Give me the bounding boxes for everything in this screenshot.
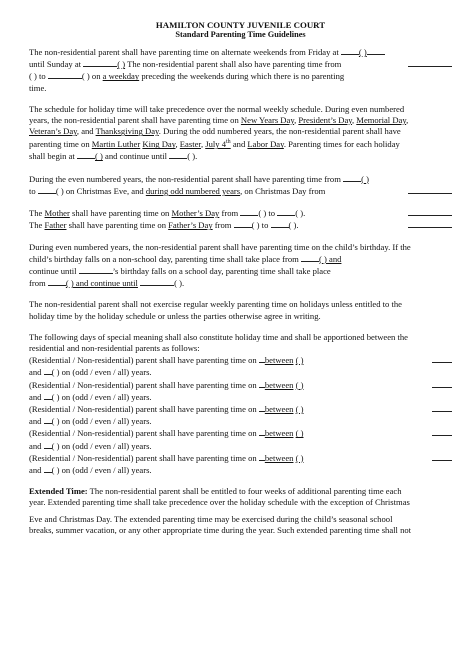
special-row-text: (Residential / Non-residential) parent shall have parenting time on xyxy=(29,403,257,414)
special-row-text: and xyxy=(29,464,42,475)
holiday-memorial: Memorial Day xyxy=(356,115,407,126)
weekday-field[interactable] xyxy=(408,58,452,67)
mothers-day-label: Mother’s Day xyxy=(171,208,220,219)
parents-text: ( ). xyxy=(288,220,299,231)
ampm-marker: ( ) xyxy=(361,173,369,184)
parents-text: from xyxy=(212,220,232,231)
weekend-text: ( ) on xyxy=(81,71,101,82)
special-between: between xyxy=(264,403,294,414)
mothers-day-from-field[interactable] xyxy=(240,207,258,216)
father-label: Father xyxy=(44,220,67,231)
holiday-july4 xyxy=(205,139,230,149)
birthday-text: ( ). xyxy=(174,278,185,289)
friday-time-field[interactable] xyxy=(341,46,359,55)
special-row-text: and xyxy=(29,440,42,451)
ampm-marker: ( ) xyxy=(295,452,304,463)
special-row-text: (Residential / Non-residential) parent shall have parenting time on xyxy=(29,452,257,463)
birthday-end-field[interactable] xyxy=(79,265,113,274)
birthday-text: continue until xyxy=(29,265,77,276)
special-text: The following days of special meaning shall also constitute holiday time and shall be apportioned between the xyxy=(29,331,408,342)
regular-note-paragraph xyxy=(29,299,452,321)
weekend-text: time. xyxy=(29,82,47,93)
weekend-text: ( ) to xyxy=(29,71,46,82)
holiday-text: ( ). xyxy=(187,151,198,162)
holiday-veterans: Veteran’s Day xyxy=(29,126,77,137)
holiday-text: years, the non-residential parent shall have parenting time on xyxy=(29,115,241,126)
mothers-day-extra-field[interactable] xyxy=(408,207,452,216)
special-text: residential and non-residential parents as follows: xyxy=(29,342,200,353)
special-days-section xyxy=(29,332,452,476)
weekend-text: The non-residential parent shall also have parenting time from xyxy=(125,59,342,70)
july4-sup: th xyxy=(226,139,231,146)
special-row-field[interactable] xyxy=(44,464,52,473)
holiday-text: and continue until xyxy=(102,151,168,162)
holiday-labor: Labor Day xyxy=(247,139,284,150)
fathers-day-label: Father’s Day xyxy=(168,220,213,231)
holiday-text: and xyxy=(230,139,248,150)
birthday-text: ’s birthday falls on a school day, parenting time shall take place xyxy=(112,265,331,276)
holiday-text: . Parenting times for each holiday xyxy=(283,139,400,150)
ampm-marker: ( ) xyxy=(117,59,126,70)
document-subtitle: Standard Parenting Time Guidelines xyxy=(175,30,306,39)
holiday-mlk: King Day xyxy=(142,139,176,150)
special-row-text: and xyxy=(29,367,42,378)
christmas-text: ( ) on Christmas Eve, and xyxy=(55,185,146,196)
holiday-end-field[interactable] xyxy=(169,150,187,159)
holiday-text: parenting time on xyxy=(29,139,92,150)
birthday-start-field[interactable] xyxy=(301,253,319,262)
holiday-presidents: President’s Day xyxy=(298,115,352,126)
weekend-text: until Sunday at xyxy=(29,59,82,70)
extended-time-paragraph xyxy=(29,486,452,536)
sunday-time-field[interactable] xyxy=(83,58,117,67)
special-row-text: ( ) on (odd / even / all) years. xyxy=(51,464,152,475)
friday-time-field-b[interactable] xyxy=(367,46,385,55)
special-row-field[interactable] xyxy=(432,354,452,363)
special-row-field[interactable] xyxy=(44,391,52,400)
special-between: between xyxy=(264,355,294,366)
special-row-field[interactable] xyxy=(432,452,452,461)
holiday-text: , and xyxy=(76,126,96,137)
special-row-field[interactable] xyxy=(432,427,452,436)
special-day-row xyxy=(29,354,452,378)
parents-text: shall have parenting time on xyxy=(69,208,172,219)
special-row-field[interactable] xyxy=(44,440,52,449)
weekend-text: preceding the weekends during which there is no parenting xyxy=(139,71,345,82)
special-day-row xyxy=(29,427,452,451)
birthday-text: During even numbered years, the non-residential parent shall have parenting time on the child’s birthday. If the xyxy=(29,241,411,252)
special-row-text: (Residential / Non-residential) parent shall have parenting time on xyxy=(29,428,257,439)
weekday-end-field[interactable] xyxy=(48,70,82,79)
document-title xyxy=(29,20,452,40)
ampm-marker: ( ) xyxy=(295,428,304,439)
special-day-row xyxy=(29,403,452,427)
holiday-text: . During the odd numbered years, the non-residential parent shall have xyxy=(158,126,401,137)
special-row-field[interactable] xyxy=(432,379,452,388)
note-text: The non-residential parent shall not exercise regular weekly parenting time on holidays unless entitled to the xyxy=(29,299,402,310)
parents-text: shall have parenting time on xyxy=(66,220,169,231)
christmas-text: During the even numbered years, the non-residential parent shall have parenting time from xyxy=(29,173,341,184)
special-row-text: ( ) on (odd / even / all) years. xyxy=(51,367,152,378)
special-row-text: (Residential / Non-residential) parent shall have parenting time on xyxy=(29,355,257,366)
fathers-day-to-field[interactable] xyxy=(271,219,289,228)
special-row-text: and xyxy=(29,416,42,427)
special-row-text: (Residential / Non-residential) parent shall have parenting time on xyxy=(29,379,257,390)
holiday-easter: Easter xyxy=(179,139,201,150)
parents-day-paragraph xyxy=(29,207,452,231)
court-name: HAMILTON COUNTY JUVENILE COURT xyxy=(155,20,326,30)
ampm-marker: ( ) xyxy=(358,47,367,57)
mother-label: Mother xyxy=(44,208,70,219)
weekday-text: a weekday xyxy=(102,71,140,82)
special-between: between xyxy=(264,428,294,439)
parents-text: The xyxy=(29,208,45,219)
parents-text: The xyxy=(29,220,45,231)
parents-text: ( ). xyxy=(295,208,306,219)
extended-text: Eve and Christmas Day. The extended parenting time may be exercised during the child’s seasonal school xyxy=(29,513,393,524)
weekend-paragraph xyxy=(29,46,452,94)
birthday-text: ( ) and continue until xyxy=(65,278,138,289)
parents-text: from xyxy=(219,208,239,219)
extended-heading: Extended Time: xyxy=(29,486,88,497)
christmas-text: , on Christmas Day from xyxy=(240,185,326,196)
fathers-day-from-field[interactable] xyxy=(234,219,252,228)
ampm-marker: ( ) xyxy=(295,379,304,390)
holiday-thanksgiving: Thanksgiving Day xyxy=(95,126,159,137)
holiday-mlk: Martin Luther xyxy=(91,139,141,150)
ampm-marker: ( ) xyxy=(295,403,304,414)
parents-text: ( ) to xyxy=(251,220,269,231)
holiday-text: shall begin at xyxy=(29,151,77,162)
mothers-day-to-field[interactable] xyxy=(277,207,295,216)
special-between: between xyxy=(264,452,294,463)
special-between: between xyxy=(264,379,294,390)
special-row-field[interactable] xyxy=(44,415,52,424)
christmas-text: to xyxy=(29,185,36,196)
fathers-day-extra-field[interactable] xyxy=(408,219,452,228)
holiday-new-years: New Years Day xyxy=(240,115,295,126)
birthday-school-end-field[interactable] xyxy=(140,277,174,286)
ampm-marker: ( ) xyxy=(94,151,103,162)
holiday-paragraph: The schedule for holiday time will take precedence over the normal weekly schedule. During even numbered years, the non-residential parent shall have parenting time on New Years Day, President’s Day, Memorial Day, Veteran’s Day, and Thanksgiving Day. During the odd numbered years, the non-residential parent shall have parenting time on Martin Luther King Day, Easter, July 4th and Labor Day. Parenting times for each holiday shall begin at ( ) and continue until ( ). xyxy=(29,103,409,162)
special-row-text: ( ) on (odd / even / all) years. xyxy=(51,391,152,402)
special-day-row xyxy=(29,452,452,476)
special-row-field[interactable] xyxy=(432,403,452,412)
birthday-text: child’s birthday falls on a non-school day, parenting time shall take place from xyxy=(29,253,299,264)
holiday-text: The schedule for holiday time will take precedence over the normal weekly schedule. During even numbered xyxy=(29,103,405,114)
july4-text: July 4 xyxy=(205,139,227,150)
birthday-school-start-field[interactable] xyxy=(48,277,66,286)
special-day-row xyxy=(29,379,452,403)
birthday-text: from xyxy=(29,278,46,289)
holiday-start-field[interactable] xyxy=(77,150,95,159)
christmas-day-field[interactable] xyxy=(408,185,452,194)
christmas-eve-end-field[interactable] xyxy=(38,185,56,194)
ampm-marker: ( ) xyxy=(295,355,304,366)
birthday-text: ( ) and xyxy=(319,253,342,264)
special-row-field[interactable] xyxy=(44,366,52,375)
christmas-odd-years: during odd numbered years xyxy=(145,185,241,196)
special-row-text: ( ) on (odd / even / all) years. xyxy=(51,416,152,427)
birthday-paragraph xyxy=(29,242,452,290)
extended-text: year. Extended parenting time shall take precedence over the holiday schedule with the exception of Christmas xyxy=(29,497,410,508)
weekend-text: The non-residential parent shall have parenting time on alternate weekends from Friday at xyxy=(29,47,339,57)
extended-text: The non-residential parent shall be entitled to four weeks of additional parenting time each xyxy=(87,486,402,497)
note-text: holiday time by the holiday schedule or unless the parties otherwise agree in writing. xyxy=(29,310,321,321)
christmas-paragraph xyxy=(29,173,452,197)
parents-text: ( ) to xyxy=(258,208,276,219)
special-row-text: and xyxy=(29,391,42,402)
christmas-start-field[interactable] xyxy=(343,173,361,182)
extended-text: breaks, summer vacation, or any other appropriate time during the year. Such extended parenting time shall not xyxy=(29,524,412,535)
special-row-text: ( ) on (odd / even / all) years. xyxy=(51,440,152,451)
